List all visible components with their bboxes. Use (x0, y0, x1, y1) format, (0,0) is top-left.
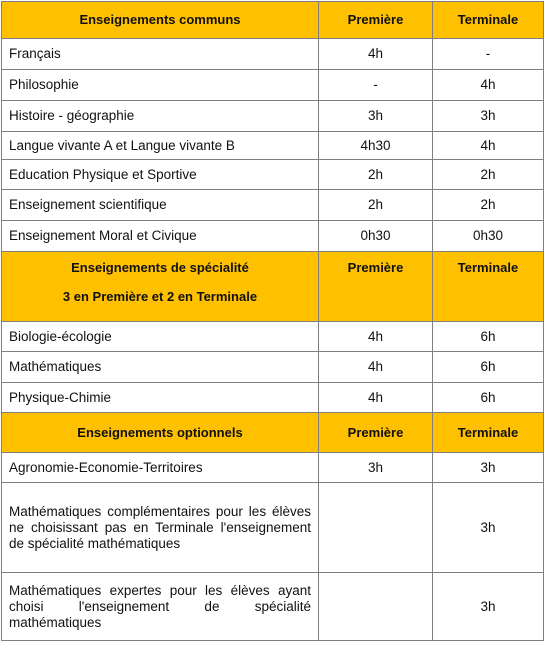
section-subtitle: 3 en Première et 2 en Terminale (62, 289, 258, 304)
terminale-hours-cell: 3h (433, 483, 544, 573)
premiere-hours-cell: 3h (319, 453, 433, 483)
premiere-hours-cell: 4h30 (319, 132, 433, 160)
terminale-hours-cell: - (433, 39, 544, 70)
subject-cell: Mathématiques (2, 352, 319, 383)
section-title: Enseignements optionnels (2, 413, 319, 453)
premiere-hours-cell: 2h (319, 190, 433, 221)
terminale-hours-cell: 2h (433, 160, 544, 190)
table-row (2, 453, 544, 483)
premiere-hours-cell: 4h (319, 322, 433, 352)
subject-cell: Langue vivante A et Langue vivante B (2, 132, 319, 160)
section-header-optionnels (2, 413, 544, 453)
subject-cell: Philosophie (2, 70, 319, 101)
subject-cell: Mathématiques complémentaires pour les élèves ne choisissant pas en Terminale l'enseignement de spécialité mathématiques (2, 483, 319, 573)
table-row (2, 573, 544, 641)
premiere-hours-cell: 2h (319, 160, 433, 190)
premiere-hours-cell: 4h (319, 39, 433, 70)
subject-cell: Français (2, 39, 319, 70)
premiere-hours-cell: 0h30 (319, 221, 433, 252)
table-row (2, 322, 544, 352)
terminale-hours-cell: 3h (433, 453, 544, 483)
terminale-hours-cell: 6h (433, 322, 544, 352)
terminale-hours-cell: 3h (433, 101, 544, 132)
premiere-hours-cell: 3h (319, 101, 433, 132)
subject-cell: Agronomie-Economie-Territoires (2, 453, 319, 483)
terminale-hours-cell: 3h (433, 573, 544, 641)
section-title: Enseignements communs (2, 2, 319, 39)
table-row (2, 70, 544, 101)
section-title: Enseignements de spécialité (71, 260, 249, 275)
premiere-hours-cell (319, 483, 433, 573)
course-hours-table (1, 1, 544, 641)
premiere-hours-cell: 4h (319, 383, 433, 413)
subject-cell: Enseignement scientifique (2, 190, 319, 221)
terminale-hours-cell: 2h (433, 190, 544, 221)
table-row (2, 383, 544, 413)
table-row (2, 101, 544, 132)
terminale-hours-cell: 0h30 (433, 221, 544, 252)
premiere-hours-cell: 4h (319, 352, 433, 383)
subject-cell: Physique-Chimie (2, 383, 319, 413)
subject-cell: Histoire - géographie (2, 101, 319, 132)
subject-cell: Biologie-écologie (2, 322, 319, 352)
terminale-hours-cell: 6h (433, 352, 544, 383)
subject-cell: Enseignement Moral et Civique (2, 221, 319, 252)
column-header-premiere: Première (319, 413, 433, 453)
column-header-terminale: Terminale (433, 2, 544, 39)
section-header-specialite (2, 252, 544, 322)
table-row (2, 39, 544, 70)
section-header-communs (2, 2, 544, 39)
premiere-hours-cell: - (319, 70, 433, 101)
column-header-terminale: Terminale (433, 413, 544, 453)
column-header-premiere: Première (319, 2, 433, 39)
premiere-hours-cell (319, 573, 433, 641)
terminale-hours-cell: 6h (433, 383, 544, 413)
subject-cell: Mathématiques expertes pour les élèves ayant choisi l'enseignement de spécialité mathématiques (2, 573, 319, 641)
table-row (2, 352, 544, 383)
column-header-premiere: Première (319, 252, 433, 322)
table-row (2, 483, 544, 573)
table-row (2, 221, 544, 252)
table-row (2, 190, 544, 221)
table-row (2, 160, 544, 190)
terminale-hours-cell: 4h (433, 132, 544, 160)
column-header-terminale: Terminale (433, 252, 544, 322)
subject-cell: Education Physique et Sportive (2, 160, 319, 190)
table-row (2, 132, 544, 160)
terminale-hours-cell: 4h (433, 70, 544, 101)
